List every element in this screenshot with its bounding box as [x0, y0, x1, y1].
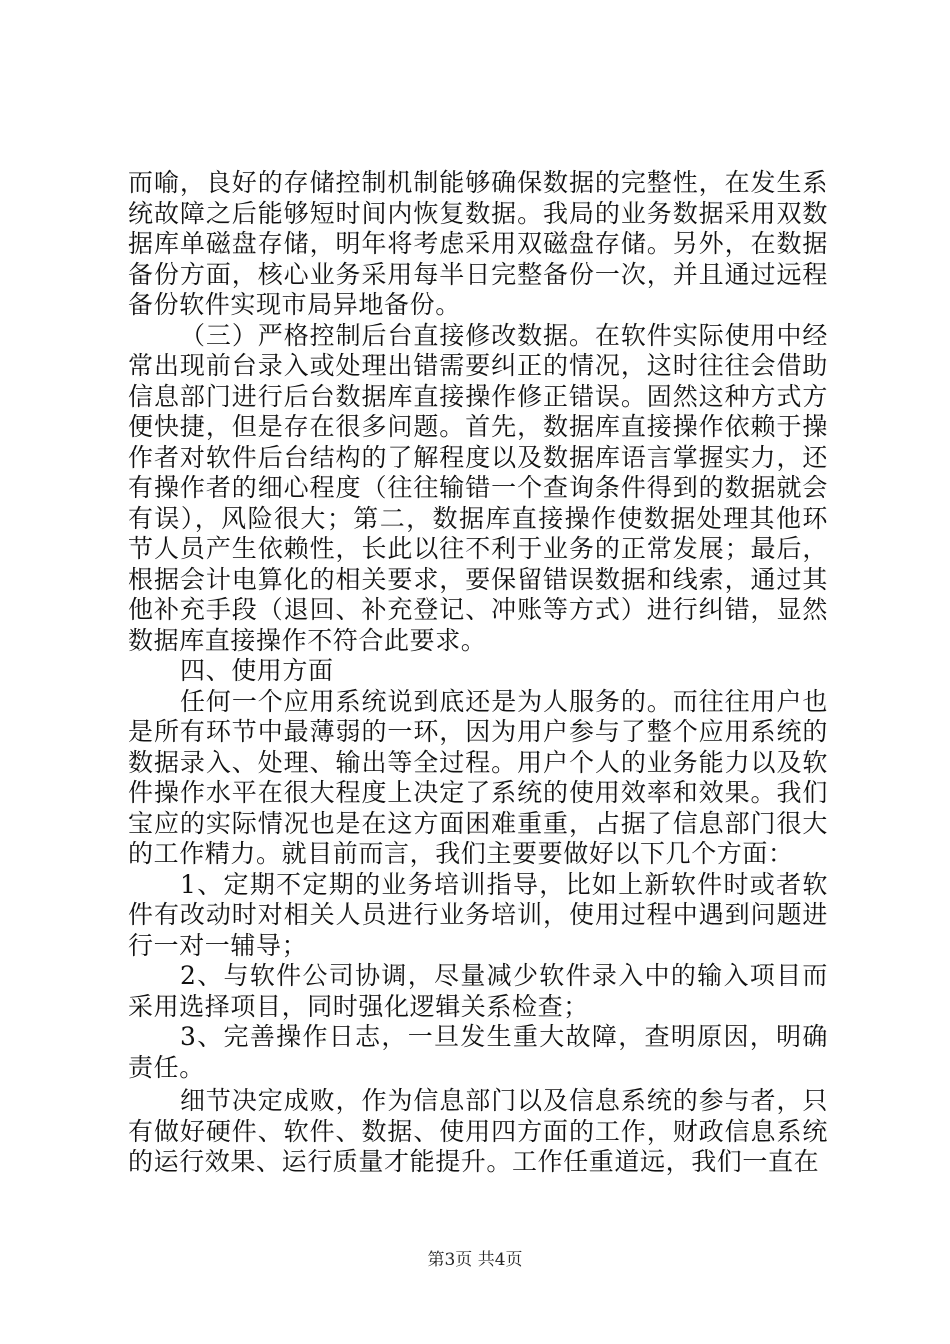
document-body: [128, 168, 828, 1178]
section-heading-usage: 四、使用方面: [180, 656, 334, 685]
paragraph-storage-control: 而喻，良好的存储控制机制能够确保数据的完整性，在发生系统故障之后能够短时间内恢复数据。我局的业务数据采用双数据库单磁盘存储，明年将考虑采用双磁盘存储。另外，在数据备份方面，核心业务采用每半日完整备份一次，并且通过远程备份软件实现市局异地备份。: [128, 168, 828, 319]
paragraph-conclusion: 细节决定成败，作为信息部门以及信息系统的参与者，只有做好硬件、软件、数据、使用四方面的工作，财政信息系统的运行效果、运行质量才能提升。工作任重道远，我们一直在: [128, 1086, 828, 1176]
page-footer: 第3页 共4页: [427, 1250, 523, 1270]
paragraph-user-service: 任何一个应用系统说到底还是为人服务的。而往往用户也是所有环节中最薄弱的一环，因为用户参与了整个应用系统的数据录入、处理、输出等全过程。用户个人的业务能力以及软件操作水平在很大程度上决定了系统的使用效率和效果。我们宝应的实际情况也是在这方面困难重重，占据了信息部门很大的工作精力。就目前而言，我们主要要做好以下几个方面：: [128, 686, 828, 868]
paragraph-backend-modification: （三）严格控制后台直接修改数据。在软件实际使用中经常出现前台录入或处理出错需要纠正的情况，这时往往会借助信息部门进行后台数据库直接操作修正错误。固然这种方式方便快捷，但是存在很多问题。首先，数据库直接操作依赖于操作者对软件后台结构的了解程度以及数据库语言掌握实力，还有操作者的细心程度（往往输错一个查询条件得到的数据就会有误），风险很大；第二，数据库直接操作使数据处理其他环节人员产生依赖性，长此以往不利于业务的正常发展；最后，根据会计电算化的相关要求，要保留错误数据和线索，通过其他补充手段（退回、补充登记、冲账等方式）进行纠错，显然数据库直接操作不符合此要求。: [128, 320, 828, 655]
list-item-software-coordination: 2、与软件公司协调，尽量减少软件录入中的输入项目而采用选择项目，同时强化逻辑关系检查；: [128, 961, 828, 1021]
list-item-training: 1、定期不定期的业务培训指导，比如上新软件时或者软件有改动时对相关人员进行业务培训，使用过程中遇到问题进行一对一辅导；: [128, 869, 828, 960]
list-item-operation-log: 3、完善操作日志，一旦发生重大故障，查明原因，明确责任。: [128, 1022, 828, 1082]
